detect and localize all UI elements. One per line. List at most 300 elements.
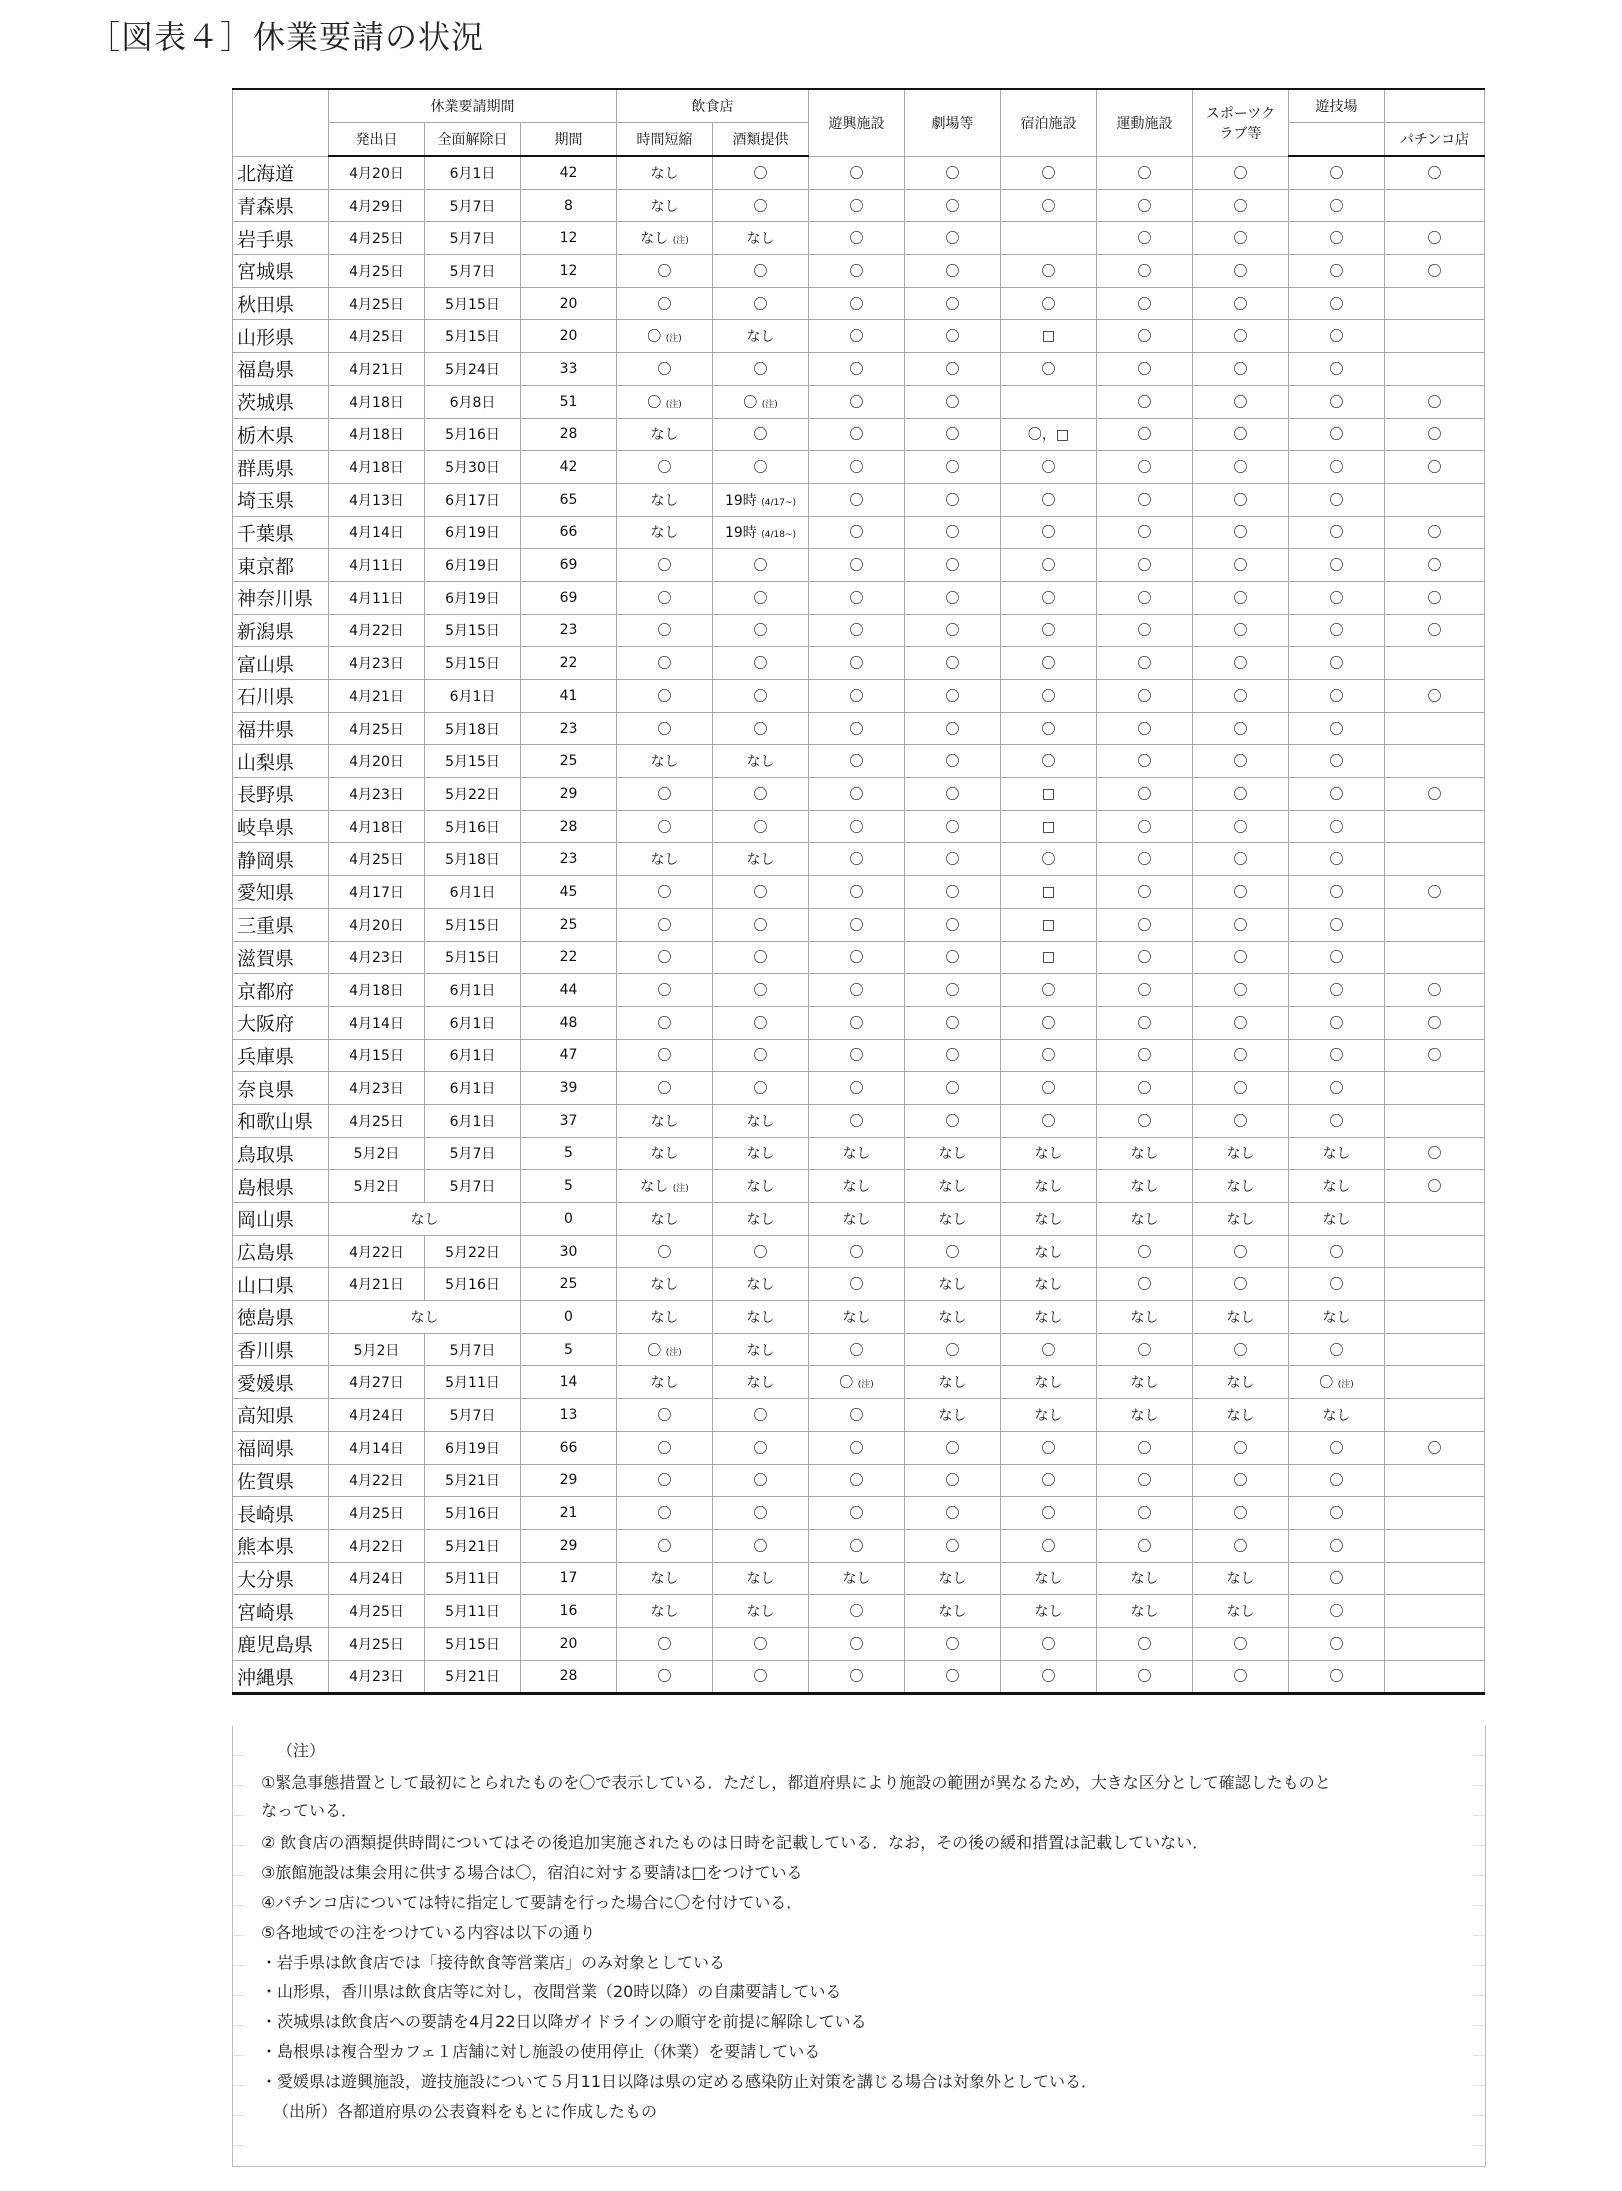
cell-pachinko: 〇: [1385, 1006, 1485, 1039]
cell-sports-club: 〇: [1193, 1072, 1289, 1105]
cell-yugijo: 〇: [1289, 483, 1385, 516]
header-kyugyo-period: 休業要請期間: [329, 89, 617, 123]
cell-shukuhaku: 〇: [1001, 974, 1097, 1007]
cell-shurui: 〇: [713, 1399, 809, 1432]
cell-jikan-tanshuku: なし: [617, 1203, 713, 1236]
cell-shukuhaku: [1001, 385, 1097, 418]
table-row: [233, 1464, 1485, 1497]
cell-kikan: 0: [521, 1203, 617, 1236]
cell-shurui: 〇: [713, 287, 809, 320]
cell-hasshutsu: 4月18日: [329, 418, 425, 451]
cell-jikan-tanshuku: 〇: [617, 549, 713, 582]
cell-pref: 岡山県: [233, 1203, 329, 1236]
cell-gekijo: 〇: [905, 549, 1001, 582]
cell-shurui: 〇: [713, 255, 809, 288]
cell-jikan-tanshuku: なし: [617, 516, 713, 549]
table-row: [233, 1431, 1485, 1464]
cell-gekijo: なし: [905, 1595, 1001, 1628]
cell-kikan: 37: [521, 1104, 617, 1137]
cell-yukyo: なし: [809, 1301, 905, 1334]
cell-kaijo: 5月21日: [425, 1529, 521, 1562]
cell-shukuhaku: 〇: [1001, 1006, 1097, 1039]
cell-shukuhaku: 〇: [1001, 614, 1097, 647]
cell-gekijo: 〇: [905, 189, 1001, 222]
cell-sports-club: 〇: [1193, 549, 1289, 582]
cell-kikan: 22: [521, 941, 617, 974]
cell-jikan-tanshuku: 〇: [617, 1529, 713, 1562]
cell-shukuhaku: □: [1001, 810, 1097, 843]
cell-pachinko: [1385, 287, 1485, 320]
cell-gekijo: 〇: [905, 353, 1001, 386]
header-kikan: 期間: [521, 123, 617, 157]
cell-yugijo: なし: [1289, 1203, 1385, 1236]
cell-undo: なし: [1097, 1595, 1193, 1628]
cell-undo: 〇: [1097, 1268, 1193, 1301]
cell-yugijo: 〇: [1289, 810, 1385, 843]
cell-yukyo: 〇: [809, 549, 905, 582]
cell-kikan: 14: [521, 1366, 617, 1399]
cell-yukyo: 〇: [809, 156, 905, 189]
cell-kikan: 5: [521, 1170, 617, 1203]
table-row: [233, 647, 1485, 680]
cell-shurui: なし: [713, 1170, 809, 1203]
cell-yukyo: 〇: [809, 1660, 905, 1694]
cell-yukyo: 〇: [809, 1529, 905, 1562]
cell-hasshutsu: 4月24日: [329, 1562, 425, 1595]
cell-shukuhaku: □: [1001, 320, 1097, 353]
header-undo: 運動施設: [1097, 89, 1193, 156]
cell-pachinko: [1385, 1562, 1485, 1595]
cell-shukuhaku: 〇: [1001, 516, 1097, 549]
cell-jikan-tanshuku: なし: [617, 1562, 713, 1595]
cell-yugijo: 〇: [1289, 974, 1385, 1007]
cell-undo: 〇: [1097, 810, 1193, 843]
cell-yugijo: 〇: [1289, 287, 1385, 320]
cell-hasshutsu: 4月23日: [329, 1072, 425, 1105]
cell-sports-club: 〇: [1193, 222, 1289, 255]
cell-hasshutsu: 5月2日: [329, 1333, 425, 1366]
cell-pref: 滋賀県: [233, 941, 329, 974]
cell-kikan: 16: [521, 1595, 617, 1628]
cell-kikan: 47: [521, 1039, 617, 1072]
cell-yugijo: 〇: [1289, 1529, 1385, 1562]
table-row: [233, 549, 1485, 582]
cell-pref: 沖縄県: [233, 1660, 329, 1694]
cell-shurui: なし: [713, 1562, 809, 1595]
cell-pachinko: 〇: [1385, 1039, 1485, 1072]
cell-pref: 神奈川県: [233, 581, 329, 614]
cell-sports-club: 〇: [1193, 1464, 1289, 1497]
cell-shurui: 〇: [713, 1006, 809, 1039]
table-row: [233, 1104, 1485, 1137]
cell-kaijo: 5月21日: [425, 1464, 521, 1497]
cell-pachinko: 〇: [1385, 1137, 1485, 1170]
cell-sports-club: 〇: [1193, 1497, 1289, 1530]
note-line: ④パチンコ店については特に指定して要請を行った場合に〇を付けている．: [261, 1893, 803, 1912]
cell-kikan: 20: [521, 320, 617, 353]
cell-hasshutsu: 4月23日: [329, 1660, 425, 1694]
cell-sports-club: 〇: [1193, 483, 1289, 516]
page-title: ［図表４］休業要請の状況: [88, 18, 485, 56]
cell-shukuhaku: □: [1001, 908, 1097, 941]
cell-yugijo: 〇: [1289, 385, 1385, 418]
cell-yugijo: 〇: [1289, 1595, 1385, 1628]
cell-sports-club: 〇: [1193, 320, 1289, 353]
cell-yugijo: 〇 (注): [1289, 1366, 1385, 1399]
cell-jikan-tanshuku: なし: [617, 843, 713, 876]
cell-shukuhaku: 〇: [1001, 287, 1097, 320]
cell-undo: 〇: [1097, 712, 1193, 745]
table-row: [233, 1399, 1485, 1432]
cell-shukuhaku: 〇: [1001, 549, 1097, 582]
cell-pachinko: 〇: [1385, 974, 1485, 1007]
cell-shurui: なし: [713, 320, 809, 353]
cell-pachinko: [1385, 810, 1485, 843]
table-row: [233, 843, 1485, 876]
cell-undo: なし: [1097, 1301, 1193, 1334]
cell-yugijo: 〇: [1289, 712, 1385, 745]
cell-hasshutsu: 4月11日: [329, 581, 425, 614]
cell-shurui: 〇: [713, 549, 809, 582]
cell-yukyo: 〇: [809, 385, 905, 418]
cell-gekijo: なし: [905, 1268, 1001, 1301]
cell-pachinko: [1385, 941, 1485, 974]
cell-shukuhaku: 〇: [1001, 1072, 1097, 1105]
cell-jikan-tanshuku: 〇: [617, 287, 713, 320]
cell-hasshutsu: 4月25日: [329, 843, 425, 876]
cell-yukyo: 〇: [809, 712, 905, 745]
cell-shukuhaku: 〇: [1001, 1464, 1097, 1497]
cell-sports-club: 〇: [1193, 974, 1289, 1007]
cell-kaijo: 6月1日: [425, 1039, 521, 1072]
cell-kaijo: 5月15日: [425, 320, 521, 353]
cell-shukuhaku: 〇: [1001, 1104, 1097, 1137]
cell-undo: なし: [1097, 1562, 1193, 1595]
cell-kikan: 45: [521, 876, 617, 909]
cell-pachinko: 〇: [1385, 418, 1485, 451]
cell-kikan: 66: [521, 1431, 617, 1464]
cell-yukyo: 〇: [809, 1235, 905, 1268]
cell-yukyo: 〇: [809, 745, 905, 778]
cell-hasshutsu: 4月20日: [329, 908, 425, 941]
table-row: [233, 451, 1485, 484]
cell-pref: 秋田県: [233, 287, 329, 320]
cell-jikan-tanshuku: なし: [617, 1595, 713, 1628]
cell-sports-club: なし: [1193, 1595, 1289, 1628]
cell-yukyo: 〇: [809, 451, 905, 484]
cell-pref: 新潟県: [233, 614, 329, 647]
cell-kaijo: 6月17日: [425, 483, 521, 516]
cell-shukuhaku: なし: [1001, 1562, 1097, 1595]
cell-yugijo: 〇: [1289, 549, 1385, 582]
cell-gekijo: 〇: [905, 581, 1001, 614]
cell-yugijo: なし: [1289, 1301, 1385, 1334]
cell-undo: 〇: [1097, 908, 1193, 941]
cell-gekijo: 〇: [905, 1660, 1001, 1694]
cell-kaijo: 5月18日: [425, 843, 521, 876]
cell-yukyo: 〇: [809, 1595, 905, 1628]
cell-yukyo: 〇: [809, 516, 905, 549]
cell-yukyo: 〇: [809, 1399, 905, 1432]
cell-kaijo: 6月19日: [425, 516, 521, 549]
cell-undo: 〇: [1097, 843, 1193, 876]
table-row: [233, 1660, 1485, 1694]
cell-kikan: 69: [521, 581, 617, 614]
table-row: [233, 255, 1485, 288]
cell-undo: 〇: [1097, 483, 1193, 516]
cell-kikan: 33: [521, 353, 617, 386]
cell-kaijo: 5月15日: [425, 1627, 521, 1660]
cell-sports-club: なし: [1193, 1137, 1289, 1170]
cell-kikan: 25: [521, 745, 617, 778]
cell-undo: 〇: [1097, 418, 1193, 451]
cell-yugijo: 〇: [1289, 1660, 1385, 1694]
cell-pref: 東京都: [233, 549, 329, 582]
cell-kikan: 66: [521, 516, 617, 549]
cell-kaijo: 5月7日: [425, 1170, 521, 1203]
cell-hasshutsu: 4月27日: [329, 1366, 425, 1399]
cell-kikan: 28: [521, 810, 617, 843]
cell-gekijo: 〇: [905, 974, 1001, 1007]
cell-yugijo: 〇: [1289, 581, 1385, 614]
cell-pref: 群馬県: [233, 451, 329, 484]
cell-kaijo: 5月7日: [425, 1137, 521, 1170]
table-row: [233, 581, 1485, 614]
cell-undo: 〇: [1097, 156, 1193, 189]
table-row: [233, 1203, 1485, 1236]
cell-hasshutsu: 4月23日: [329, 778, 425, 811]
cell-pref: 静岡県: [233, 843, 329, 876]
cell-hasshutsu: 4月13日: [329, 483, 425, 516]
cell-shurui: 〇: [713, 908, 809, 941]
cell-yukyo: 〇: [809, 1627, 905, 1660]
cell-kaijo: 5月16日: [425, 1497, 521, 1530]
cell-sports-club: なし: [1193, 1170, 1289, 1203]
cell-pref: 茨城県: [233, 385, 329, 418]
cell-gekijo: 〇: [905, 843, 1001, 876]
cell-kikan: 21: [521, 1497, 617, 1530]
cell-kaijo: 5月7日: [425, 222, 521, 255]
cell-yugijo: 〇: [1289, 614, 1385, 647]
cell-pachinko: [1385, 1235, 1485, 1268]
cell-shurui: 19時 (4/17~): [713, 483, 809, 516]
cell-shurui: なし: [713, 745, 809, 778]
cell-kaijo: 5月22日: [425, 778, 521, 811]
cell-hasshutsu: 4月22日: [329, 1464, 425, 1497]
cell-kaijo: 5月18日: [425, 712, 521, 745]
cell-hasshutsu: 4月25日: [329, 1627, 425, 1660]
cell-undo: 〇: [1097, 549, 1193, 582]
cell-hasshutsu: 4月18日: [329, 810, 425, 843]
table-row: [233, 1529, 1485, 1562]
table-row: [233, 745, 1485, 778]
cell-shurui: なし: [713, 1301, 809, 1334]
cell-shurui: 〇: [713, 1039, 809, 1072]
cell-yukyo: 〇: [809, 1039, 905, 1072]
table-row: [233, 1006, 1485, 1039]
cell-gekijo: 〇: [905, 712, 1001, 745]
cell-undo: 〇: [1097, 516, 1193, 549]
cell-sports-club: 〇: [1193, 614, 1289, 647]
cell-hasshutsu: なし: [329, 1203, 521, 1236]
cell-kikan: 30: [521, 1235, 617, 1268]
cell-yukyo: 〇: [809, 1497, 905, 1530]
cell-undo: 〇: [1097, 451, 1193, 484]
cell-sports-club: 〇: [1193, 876, 1289, 909]
cell-yukyo: 〇: [809, 483, 905, 516]
cell-jikan-tanshuku: 〇: [617, 451, 713, 484]
cell-kikan: 13: [521, 1399, 617, 1432]
cell-kaijo: 5月22日: [425, 1235, 521, 1268]
cell-shurui: 〇: [713, 614, 809, 647]
cell-pref: 高知県: [233, 1399, 329, 1432]
note-line: ② 飲食店の酒類提供時間についてはその後追加実施されたものは日時を記載している．なお，その後の緩和措置は記載していない．: [261, 1833, 1209, 1852]
cell-yukyo: 〇: [809, 1431, 905, 1464]
cell-kaijo: 5月15日: [425, 908, 521, 941]
cell-pachinko: [1385, 1627, 1485, 1660]
header-inshokuten: 飲食店: [617, 89, 809, 123]
cell-shurui: 〇: [713, 1235, 809, 1268]
cell-jikan-tanshuku: 〇 (注): [617, 385, 713, 418]
cell-gekijo: 〇: [905, 1497, 1001, 1530]
cell-sports-club: なし: [1193, 1301, 1289, 1334]
cell-kikan: 5: [521, 1137, 617, 1170]
corner-cell: [233, 89, 329, 156]
cell-shukuhaku: 〇: [1001, 1333, 1097, 1366]
cell-kaijo: 6月8日: [425, 385, 521, 418]
cell-shukuhaku: なし: [1001, 1595, 1097, 1628]
cell-sports-club: 〇: [1193, 1268, 1289, 1301]
cell-undo: 〇: [1097, 876, 1193, 909]
cell-yukyo: 〇: [809, 941, 905, 974]
cell-yukyo: 〇: [809, 353, 905, 386]
cell-pref: 栃木県: [233, 418, 329, 451]
cell-kaijo: 5月16日: [425, 1268, 521, 1301]
cell-yugijo: 〇: [1289, 418, 1385, 451]
cell-annotation: (注): [761, 399, 778, 410]
cell-sports-club: 〇: [1193, 189, 1289, 222]
cell-jikan-tanshuku: 〇: [617, 581, 713, 614]
cell-shukuhaku: 〇: [1001, 189, 1097, 222]
note-line: ⑤各地域での注をつけている内容は以下の通り: [261, 1923, 596, 1942]
cell-pachinko: [1385, 745, 1485, 778]
cell-shukuhaku: [1001, 222, 1097, 255]
cell-gekijo: 〇: [905, 1464, 1001, 1497]
cell-pachinko: [1385, 843, 1485, 876]
cell-pachinko: [1385, 1399, 1485, 1432]
cell-yugijo: 〇: [1289, 941, 1385, 974]
cell-shukuhaku: 〇: [1001, 1497, 1097, 1530]
cell-sports-club: 〇: [1193, 516, 1289, 549]
cell-kaijo: 5月15日: [425, 745, 521, 778]
cell-shurui: なし: [713, 1366, 809, 1399]
note-line: ・山形県，香川県は飲食店等に対し，夜間営業（20時以降）の自粛要請している: [261, 1982, 842, 2001]
cell-yugijo: 〇: [1289, 1464, 1385, 1497]
cell-shukuhaku: 〇: [1001, 451, 1097, 484]
cell-yukyo: 〇: [809, 1333, 905, 1366]
table-container: [232, 88, 1484, 1695]
cell-yugijo: 〇: [1289, 516, 1385, 549]
cell-yukyo: 〇: [809, 1072, 905, 1105]
cell-yugijo: 〇: [1289, 745, 1385, 778]
cell-jikan-tanshuku: 〇 (注): [617, 1333, 713, 1366]
cell-sports-club: 〇: [1193, 581, 1289, 614]
note-line: ・愛媛県は遊興施設，遊技施設について５月11日以降は県の定める感染防止対策を講じる場合は対象外としている．: [261, 2072, 1098, 2091]
cell-kikan: 39: [521, 1072, 617, 1105]
table-row: [233, 941, 1485, 974]
cell-sports-club: 〇: [1193, 843, 1289, 876]
cell-pachinko: 〇: [1385, 385, 1485, 418]
cell-gekijo: 〇: [905, 1431, 1001, 1464]
cell-pachinko: 〇: [1385, 156, 1485, 189]
cell-sports-club: 〇: [1193, 908, 1289, 941]
cell-hasshutsu: 5月2日: [329, 1170, 425, 1203]
cell-jikan-tanshuku: なし: [617, 189, 713, 222]
cell-sports-club: 〇: [1193, 385, 1289, 418]
table-row: [233, 516, 1485, 549]
cell-shurui: なし: [713, 222, 809, 255]
cell-hasshutsu: 4月23日: [329, 941, 425, 974]
table-row: [233, 1235, 1485, 1268]
cell-pref: 佐賀県: [233, 1464, 329, 1497]
cell-hasshutsu: 4月17日: [329, 876, 425, 909]
cell-shurui: 〇: [713, 941, 809, 974]
cell-undo: 〇: [1097, 1104, 1193, 1137]
cell-gekijo: なし: [905, 1170, 1001, 1203]
cell-sports-club: 〇: [1193, 647, 1289, 680]
cell-jikan-tanshuku: 〇: [617, 1627, 713, 1660]
cell-kaijo: 6月1日: [425, 156, 521, 189]
cell-pref: 山口県: [233, 1268, 329, 1301]
cell-yugijo: 〇: [1289, 1497, 1385, 1530]
cell-pachinko: 〇: [1385, 876, 1485, 909]
cell-shukuhaku: □: [1001, 778, 1097, 811]
cell-yukyo: 〇: [809, 647, 905, 680]
cell-shukuhaku: 〇: [1001, 581, 1097, 614]
cell-shukuhaku: 〇: [1001, 353, 1097, 386]
cell-shukuhaku: 〇: [1001, 745, 1097, 778]
cell-yukyo: 〇: [809, 843, 905, 876]
cell-jikan-tanshuku: 〇: [617, 1660, 713, 1694]
cell-yugijo: 〇: [1289, 680, 1385, 713]
cell-pref: 宮崎県: [233, 1595, 329, 1628]
cell-hasshutsu: なし: [329, 1301, 521, 1334]
cell-sports-club: 〇: [1193, 1039, 1289, 1072]
table-row: [233, 876, 1485, 909]
header-shukuhaku: 宿泊施設: [1001, 89, 1097, 156]
cell-kaijo: 5月11日: [425, 1595, 521, 1628]
cell-gekijo: なし: [905, 1562, 1001, 1595]
cell-sports-club: 〇: [1193, 810, 1289, 843]
cell-yugijo: 〇: [1289, 156, 1385, 189]
cell-yukyo: なし: [809, 1562, 905, 1595]
cell-jikan-tanshuku: 〇: [617, 1006, 713, 1039]
cell-pachinko: [1385, 320, 1485, 353]
cell-pref: 徳島県: [233, 1301, 329, 1334]
cell-kikan: 5: [521, 1333, 617, 1366]
cell-annotation: (4/17~): [761, 497, 797, 508]
cell-pref: 京都府: [233, 974, 329, 1007]
cell-kikan: 65: [521, 483, 617, 516]
cell-sports-club: なし: [1193, 1366, 1289, 1399]
cell-yukyo: 〇: [809, 320, 905, 353]
cell-gekijo: 〇: [905, 778, 1001, 811]
cell-shurui: 〇: [713, 581, 809, 614]
table-row: [233, 287, 1485, 320]
table-row: [233, 712, 1485, 745]
cell-yukyo: 〇: [809, 1464, 905, 1497]
cell-yukyo: 〇: [809, 614, 905, 647]
